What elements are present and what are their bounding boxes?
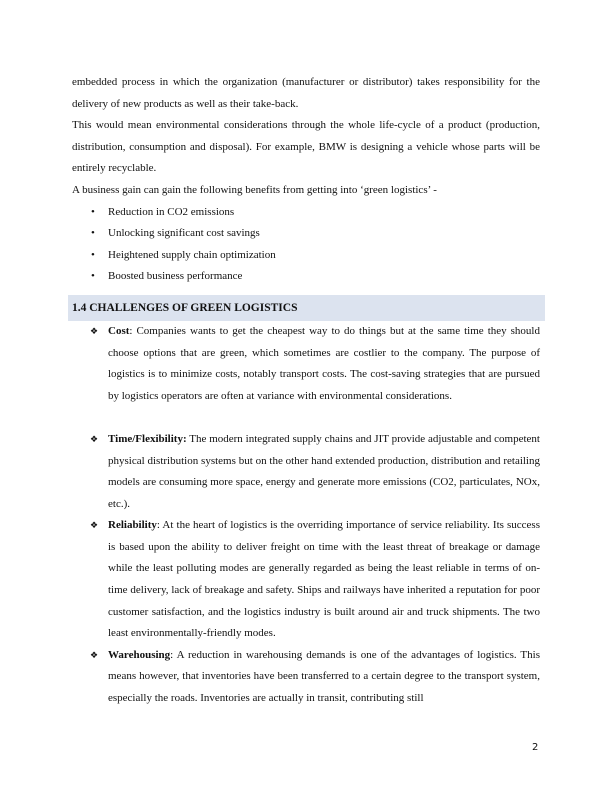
list-item xyxy=(72,429,540,515)
diamond-bullet-icon: ❖ xyxy=(90,649,99,660)
item-text: The modern integrated supply chains and JIT provide adjustable and competent physical distribution systems but on the other hand extended production, distribution and retailing models are consuming more space, energy and generate more emissions (CO2, particulates, NOx, etc.). xyxy=(108,432,540,510)
intro-paragraph-1: embedded process in which the organization (manufacturer or distributor) takes responsibility for the delivery of new products as well as their take-back. xyxy=(72,76,540,110)
item-term: Time/Flexibility: xyxy=(108,432,187,445)
benefits-list xyxy=(72,202,540,288)
item-text: : Companies wants to get the cheapest way to do things but at the same time they should choose options that are green, which sometimes are costlier to the company. The purpose of logistics is to minimize costs, notably transport costs. The cost-saving strategies that are pursued by logistics operators are often at variance with environmental considerations. xyxy=(108,324,540,402)
item-term: Reliability xyxy=(108,519,157,532)
page-number: 2 xyxy=(532,742,539,753)
list-item: • Unlocking significant cost savings xyxy=(72,223,540,245)
list-item xyxy=(72,645,540,710)
list-item: • Boosted business performance xyxy=(72,266,540,288)
diamond-bullet-icon: ❖ xyxy=(90,325,99,336)
intro-paragraph-3: A business gain can gain the following benefits from getting into ‘green logistics’ - xyxy=(72,183,437,196)
list-item xyxy=(72,515,540,645)
list-item xyxy=(72,321,540,407)
item-term: Warehousing xyxy=(108,648,171,661)
intro-paragraph-2: This would mean environmental considerations through the whole life-cycle of a product (production, distribution, consumption and disposal). For example, BMW is designing a vehicle whose parts will be entirely recyclable. xyxy=(72,119,540,175)
document-page xyxy=(72,72,540,710)
list-item: • Heightened supply chain optimization xyxy=(72,245,540,267)
section-heading: 1.4 CHALLENGES OF GREEN LOGISTICS xyxy=(68,295,545,321)
item-text: : At the heart of logistics is the overriding importance of service reliability. Its success is based upon the ability to deliver freight on time with the least threat of breakage or damage while the least polluting modes are generally regarded as being the least reliable in terms of on-time delivery, lack of breakage and safety. Ships and railways have inherited a reputation for poor customer satisfaction, and the logistics industry is built around air and truck shipments. The two least environmentally-friendly modes. xyxy=(108,519,540,640)
diamond-bullet-icon: ❖ xyxy=(90,433,99,444)
diamond-bullet-icon: ❖ xyxy=(90,520,99,531)
challenges-list xyxy=(72,321,540,710)
list-item: • Reduction in CO2 emissions xyxy=(72,202,540,224)
item-text: : A reduction in warehousing demands is one of the advantages of logistics. This means however, that inventories have been transferred to a certain degree to the transport system, especially the roads. Inventories are actually in transit, contributing still xyxy=(108,648,540,705)
item-term: Cost xyxy=(108,324,130,337)
